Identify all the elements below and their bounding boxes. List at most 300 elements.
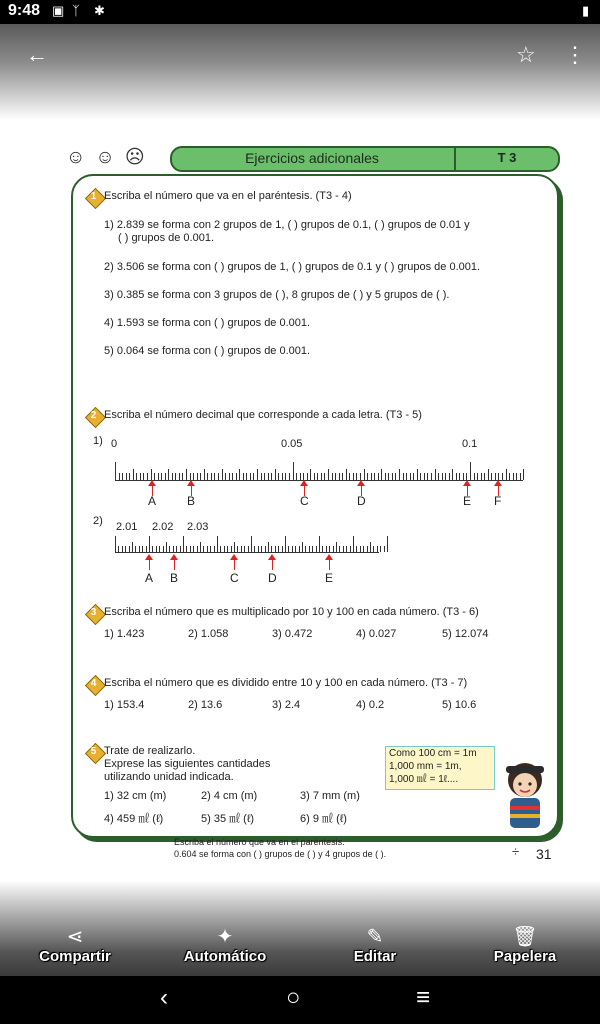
marker-letter-A: A [145, 571, 154, 585]
share-button[interactable] [15, 924, 135, 966]
ruler-tick [300, 473, 301, 480]
ruler-tick [140, 473, 141, 480]
ruler-tick [335, 473, 336, 480]
ruler-tick [356, 546, 357, 552]
exercise-1-4: 4) 1.593 se forma con ( ) grupos de 0.001. [104, 317, 311, 329]
ruler-tick [122, 546, 123, 552]
marker-letter-C: C [230, 571, 239, 585]
ruler-tick [445, 473, 446, 480]
ruler-tick [302, 542, 303, 552]
status-bar [0, 0, 600, 24]
auto-enhance-button[interactable] [165, 924, 285, 966]
ruler-tick [339, 473, 340, 480]
hint-line-2: 1,000 mm = 1m, [389, 761, 462, 772]
ruler-tick [502, 473, 503, 480]
nav-home-button[interactable] [286, 984, 301, 1012]
ruler-tick [214, 546, 215, 552]
settings-notification-icon: ✱ [94, 3, 105, 18]
number-line-1 [115, 452, 523, 481]
section-5-instruction-1: Exprese las siguientes cantidades [104, 758, 271, 770]
hint-line-3: 1,000 ㎖ = 1ℓ.... [389, 774, 459, 785]
ruler-tick [342, 473, 343, 480]
bottom-action-bar [0, 880, 600, 976]
ruler-tick [417, 469, 418, 480]
ruler-tick [360, 546, 361, 552]
ruler-tick [193, 546, 194, 552]
exercise-1-5: 5) 0.064 se forma con ( ) grupos de 0.001. [104, 345, 311, 357]
ruler-tick [268, 473, 269, 480]
hint-line-1: Como 100 cm = 1m [389, 748, 477, 759]
unit-label: T 3 [497, 150, 517, 165]
ruler-2-tick-201: 2.01 [116, 521, 138, 533]
ruler-tick [293, 462, 294, 480]
exercise-1-1-cont: ( ) grupos de 0.001. [118, 232, 215, 244]
ruler-tick [310, 469, 311, 480]
ruler-tick [289, 473, 290, 480]
hint-speech-bubble [385, 746, 495, 790]
ruler-tick [509, 473, 510, 480]
exercise-1-2: 2) 3.506 se forma con ( ) grupos de 1, ( ) grupos de 0.1 y ( ) grupos de 0.001. [104, 261, 481, 273]
marker-arrowhead [357, 480, 365, 486]
ruler-tick [491, 473, 492, 480]
ruler-tick [370, 542, 371, 552]
section-3-title: Escriba el número que es multiplicado por 10 y 100 en cada número. (T3 - 6) [104, 606, 479, 618]
ruler-tick [307, 473, 308, 480]
ruler-tick [246, 473, 247, 480]
ruler-tick [403, 473, 404, 480]
ruler-tick [523, 469, 524, 480]
ruler-tick [158, 473, 159, 480]
footer-instruction: Escriba el número que va en el paréntesis. [174, 837, 345, 847]
ruler-tick [506, 469, 507, 480]
ruler-tick [186, 546, 187, 552]
ruler-tick [183, 536, 184, 552]
ruler-tick [470, 462, 471, 480]
number-line-2 [115, 538, 379, 553]
ruler-tick [200, 473, 201, 480]
ruler-tick [136, 473, 137, 480]
ruler-tick [122, 473, 123, 480]
ruler-tick [312, 546, 313, 552]
ruler-2-tick-202: 2.02 [152, 521, 174, 533]
ruler-tick [204, 469, 205, 480]
ruler-tick [227, 546, 228, 552]
auto-enhance-label: Automático [183, 948, 267, 965]
ruler-tick [237, 546, 238, 552]
ruler-tick [388, 473, 389, 480]
marker-letter-A: A [148, 494, 157, 508]
ruler-tick [363, 546, 364, 552]
ruler-tick [410, 473, 411, 480]
ruler-tick [374, 473, 375, 480]
ruler-tick [220, 546, 221, 552]
section-4-number: 4 [90, 678, 97, 689]
convert-item-2: 2) 4 cm (m) [201, 790, 258, 802]
ruler-tick [384, 546, 385, 552]
ruler-tick [299, 546, 300, 552]
ruler-tick [459, 473, 460, 480]
divide-item-2: 2) 13.6 [188, 699, 223, 711]
ruler-tick [165, 473, 166, 480]
ruler-tick [377, 546, 378, 552]
ruler-tick [253, 473, 254, 480]
back-button[interactable] [26, 42, 48, 68]
ruler-tick [466, 473, 467, 480]
ruler-tick [156, 546, 157, 552]
ruler-tick [364, 469, 365, 480]
exercise-1-1: 1) 2.839 se forma con 2 grupos de 1, ( ) grupos de 0.1, ( ) grupos de 0.01 y [104, 219, 470, 231]
ruler-tick [264, 473, 265, 480]
ruler-tick [265, 546, 266, 552]
section-2-title: Escriba el número decimal que corresponde a cada letra. (T3 - 5) [104, 409, 422, 421]
ruler-tick [166, 542, 167, 552]
ruler-tick [326, 546, 327, 552]
sad-face-icon: ☹ [124, 147, 155, 168]
ruler-1-label: 1) [93, 435, 103, 447]
signal-notification-icon: ᛉ [72, 3, 80, 18]
ruler-tick [322, 546, 323, 552]
ruler-tick [343, 546, 344, 552]
share-label: Compartir [39, 948, 111, 965]
section-4-title: Escriba el número que es dividido entre 10 y 100 en cada número. (T3 - 7) [104, 677, 468, 689]
nav-back-button[interactable] [160, 984, 168, 1012]
ruler-tick [268, 542, 269, 552]
ruler-tick [179, 473, 180, 480]
ruler-tick [424, 473, 425, 480]
marker-letter-E: E [463, 494, 472, 508]
ruler-tick [115, 462, 116, 480]
battery-icon: ▮ [582, 3, 590, 18]
page-title-bar [170, 146, 560, 172]
section-5-title: Trate de realizarlo. [104, 745, 196, 757]
student-mascot-illustration [497, 758, 553, 832]
ruler-tick [254, 546, 255, 552]
nav-recents-icon: ≡ [416, 984, 431, 1011]
ruler-2-label: 2) [93, 515, 103, 527]
ruler-tick [413, 473, 414, 480]
convert-item-1: 1) 32 cm (m) [104, 790, 167, 802]
ruler-tick [346, 546, 347, 552]
ruler-tick [248, 546, 249, 552]
nav-recents-button[interactable] [416, 984, 430, 1012]
ruler-tick [119, 473, 120, 480]
ruler-tick [360, 473, 361, 480]
ruler-tick [169, 546, 170, 552]
ruler-tick [154, 473, 155, 480]
ruler-tick [431, 473, 432, 480]
ruler-tick [367, 473, 368, 480]
ruler-tick [176, 546, 177, 552]
title-divider [454, 148, 456, 170]
marker-arrowhead [148, 480, 156, 486]
ruler-tick [435, 469, 436, 480]
ruler-tick [392, 473, 393, 480]
ruler-tick [231, 546, 232, 552]
marker-arrowhead [494, 480, 502, 486]
ruler-tick [115, 536, 116, 552]
ruler-tick [456, 473, 457, 480]
ruler-tick [328, 469, 329, 480]
ruler-tick [332, 473, 333, 480]
convert-item-6: 6) 9 ㎖ (ℓ) [300, 813, 347, 825]
ruler-tick [349, 473, 350, 480]
ruler-tick [353, 473, 354, 480]
ruler-tick [190, 473, 191, 480]
ruler-tick [146, 546, 147, 552]
ruler-tick [427, 473, 428, 480]
marker-letter-D: D [268, 571, 277, 585]
ruler-tick [329, 546, 330, 552]
ruler-tick [296, 473, 297, 480]
star-icon: ☆ [516, 42, 536, 67]
divide-item-3: 3) 2.4 [272, 699, 301, 711]
ruler-tick [149, 536, 150, 552]
convert-item-3: 3) 7 mm (m) [300, 790, 360, 802]
ruler-tick [387, 536, 388, 552]
ruler-tick [182, 473, 183, 480]
ruler-tick [163, 546, 164, 552]
pencil-icon: ✎ [366, 926, 384, 948]
ruler-tick [498, 473, 499, 480]
more-options-button[interactable] [564, 42, 586, 68]
ruler-tick [118, 546, 119, 552]
ruler-tick [239, 469, 240, 480]
ruler-tick [373, 546, 374, 552]
gallery-notification-icon: ▣ [52, 3, 65, 18]
ruler-tick [367, 546, 368, 552]
self-assessment-faces [66, 146, 155, 169]
marker-letter-D: D [357, 494, 366, 508]
ruler-tick [218, 473, 219, 480]
ruler-tick [234, 542, 235, 552]
exercise-1-3: 3) 0.385 se forma con 3 grupos de ( ), 8 grupos de ( ) y 5 grupos de ( ). [104, 289, 450, 301]
edit-button[interactable] [315, 924, 435, 966]
ruler-tick [520, 473, 521, 480]
ruler-tick [353, 536, 354, 552]
ruler-tick [385, 473, 386, 480]
ruler-tick [324, 473, 325, 480]
ruler-tick [278, 473, 279, 480]
division-sign-icon: ÷ [512, 844, 520, 859]
ruler-tick [278, 546, 279, 552]
ruler-tick [495, 473, 496, 480]
ruler-tick [285, 473, 286, 480]
ruler-tick [317, 473, 318, 480]
ruler-1-tick-0: 0 [111, 438, 118, 450]
ruler-tick [243, 473, 244, 480]
ruler-tick [132, 542, 133, 552]
multiply-item-4: 4) 0.027 [356, 628, 397, 640]
marker-letter-E: E [325, 571, 334, 585]
multiply-item-2: 2) 1.058 [188, 628, 229, 640]
section-5-number: 5 [90, 746, 97, 757]
marker-arrowhead [463, 480, 471, 486]
page-title: Ejercicios adicionales [245, 150, 379, 166]
ruler-tick [207, 473, 208, 480]
ruler-tick [126, 473, 127, 480]
ruler-tick [314, 473, 315, 480]
system-navigation-bar [0, 976, 600, 1024]
ruler-tick [190, 546, 191, 552]
ruler-tick [449, 473, 450, 480]
ruler-tick [203, 546, 204, 552]
ruler-tick [319, 536, 320, 552]
ruler-tick [251, 536, 252, 552]
ruler-tick [275, 546, 276, 552]
ruler-tick [197, 473, 198, 480]
ruler-tick [333, 546, 334, 552]
ruler-tick [513, 473, 514, 480]
divide-item-1: 1) 153.4 [104, 699, 145, 711]
ruler-tick [481, 473, 482, 480]
ruler-tick [129, 546, 130, 552]
ruler-tick [463, 473, 464, 480]
photo-viewer-image[interactable] [0, 120, 600, 880]
ruler-tick [305, 546, 306, 552]
section-2-number: 2 [90, 410, 97, 421]
convert-item-5: 5) 35 ㎖ (ℓ) [201, 813, 255, 825]
ruler-tick [271, 473, 272, 480]
divide-item-5: 5) 10.6 [442, 699, 477, 711]
marker-arrowhead [325, 554, 333, 560]
ruler-tick [336, 542, 337, 552]
ruler-tick [244, 546, 245, 552]
ruler-tick [211, 473, 212, 480]
ruler-tick [288, 546, 289, 552]
ruler-tick [378, 473, 379, 480]
marker-arrowhead [230, 554, 238, 560]
ruler-tick [261, 473, 262, 480]
multiply-item-5: 5) 12.074 [442, 628, 489, 640]
ruler-tick [420, 473, 421, 480]
ruler-tick [282, 546, 283, 552]
arrow-left-icon: ← [26, 42, 48, 67]
page-number: 31 [536, 846, 552, 862]
ruler-tick [207, 546, 208, 552]
ruler-tick [474, 473, 475, 480]
ruler-tick [350, 546, 351, 552]
ruler-tick [285, 536, 286, 552]
ruler-tick [250, 473, 251, 480]
ruler-tick [224, 546, 225, 552]
ruler-tick [295, 546, 296, 552]
ruler-tick [477, 473, 478, 480]
ruler-tick [292, 546, 293, 552]
ruler-tick [257, 469, 258, 480]
ruler-tick [152, 546, 153, 552]
neutral-face-icon: ☺ [95, 147, 125, 168]
ruler-tick [395, 473, 396, 480]
ruler-tick [303, 473, 304, 480]
ruler-1-tick-005: 0.05 [281, 438, 303, 450]
ruler-tick [161, 473, 162, 480]
nav-back-icon: ‹ [160, 984, 168, 1011]
trash-button[interactable] [465, 924, 585, 966]
ruler-tick [339, 546, 340, 552]
marker-arrowhead [268, 554, 276, 560]
status-time: 9:48 [8, 2, 41, 19]
section-5-instruction-2: utilizando unidad indicada. [104, 771, 234, 783]
ruler-tick [321, 473, 322, 480]
marker-arrowhead [170, 554, 178, 560]
marker-arrowhead [145, 554, 153, 560]
ruler-tick [147, 473, 148, 480]
marker-letter-B: B [187, 494, 196, 508]
ruler-tick [261, 546, 262, 552]
multiply-item-1: 1) 1.423 [104, 628, 145, 640]
ruler-tick [172, 473, 173, 480]
marker-arrowhead [187, 480, 195, 486]
ruler-tick [380, 546, 381, 552]
ruler-tick [210, 546, 211, 552]
ruler-tick [232, 473, 233, 480]
edit-label: Editar [353, 948, 397, 965]
exercise-panel [71, 174, 559, 838]
ruler-tick [356, 473, 357, 480]
ruler-tick [217, 536, 218, 552]
ruler-tick [516, 473, 517, 480]
ruler-1-tick-01: 0.1 [462, 438, 478, 450]
ruler-tick [135, 546, 136, 552]
ruler-tick [151, 469, 152, 480]
ruler-tick [316, 546, 317, 552]
more-vertical-icon: ⋮ [564, 42, 586, 67]
marker-letter-C: C [300, 494, 309, 508]
ruler-tick [186, 469, 187, 480]
ruler-tick [484, 473, 485, 480]
ruler-tick [258, 546, 259, 552]
ruler-tick [488, 469, 489, 480]
share-icon: ⋖ [66, 926, 84, 948]
marker-letter-F: F [494, 494, 502, 508]
ruler-tick [142, 546, 143, 552]
favorite-button[interactable] [516, 42, 536, 68]
multiply-item-3: 3) 0.472 [272, 628, 313, 640]
ruler-tick [193, 473, 194, 480]
ruler-tick [159, 546, 160, 552]
ruler-tick [346, 469, 347, 480]
ruler-tick [236, 473, 237, 480]
magic-wand-icon: ✦ [216, 926, 234, 948]
app-bar [0, 24, 600, 120]
ruler-tick [143, 473, 144, 480]
ruler-tick [406, 473, 407, 480]
ruler-tick [282, 473, 283, 480]
ruler-tick [241, 546, 242, 552]
ruler-tick [129, 473, 130, 480]
ruler-tick [200, 542, 201, 552]
ruler-tick [180, 546, 181, 552]
trash-icon: 🗑 [512, 926, 538, 948]
section-1-number: 1 [90, 191, 97, 202]
divide-item-4: 4) 0.2 [356, 699, 385, 711]
happy-face-icon: ☺ [66, 147, 96, 168]
ruler-tick [271, 546, 272, 552]
ruler-tick [381, 469, 382, 480]
section-3-number: 3 [90, 607, 97, 618]
ruler-tick [222, 469, 223, 480]
nav-home-icon: ○ [286, 984, 301, 1011]
ruler-tick [175, 473, 176, 480]
ruler-2-tick-203: 2.03 [187, 521, 209, 533]
ruler-tick [168, 469, 169, 480]
ruler-tick [214, 473, 215, 480]
ruler-tick [438, 473, 439, 480]
section-1-title: Escriba el número que va en el paréntesis. (T3 - 4) [104, 190, 352, 202]
ruler-tick [229, 473, 230, 480]
ruler-tick [275, 469, 276, 480]
trash-label: Papelera [493, 948, 557, 965]
